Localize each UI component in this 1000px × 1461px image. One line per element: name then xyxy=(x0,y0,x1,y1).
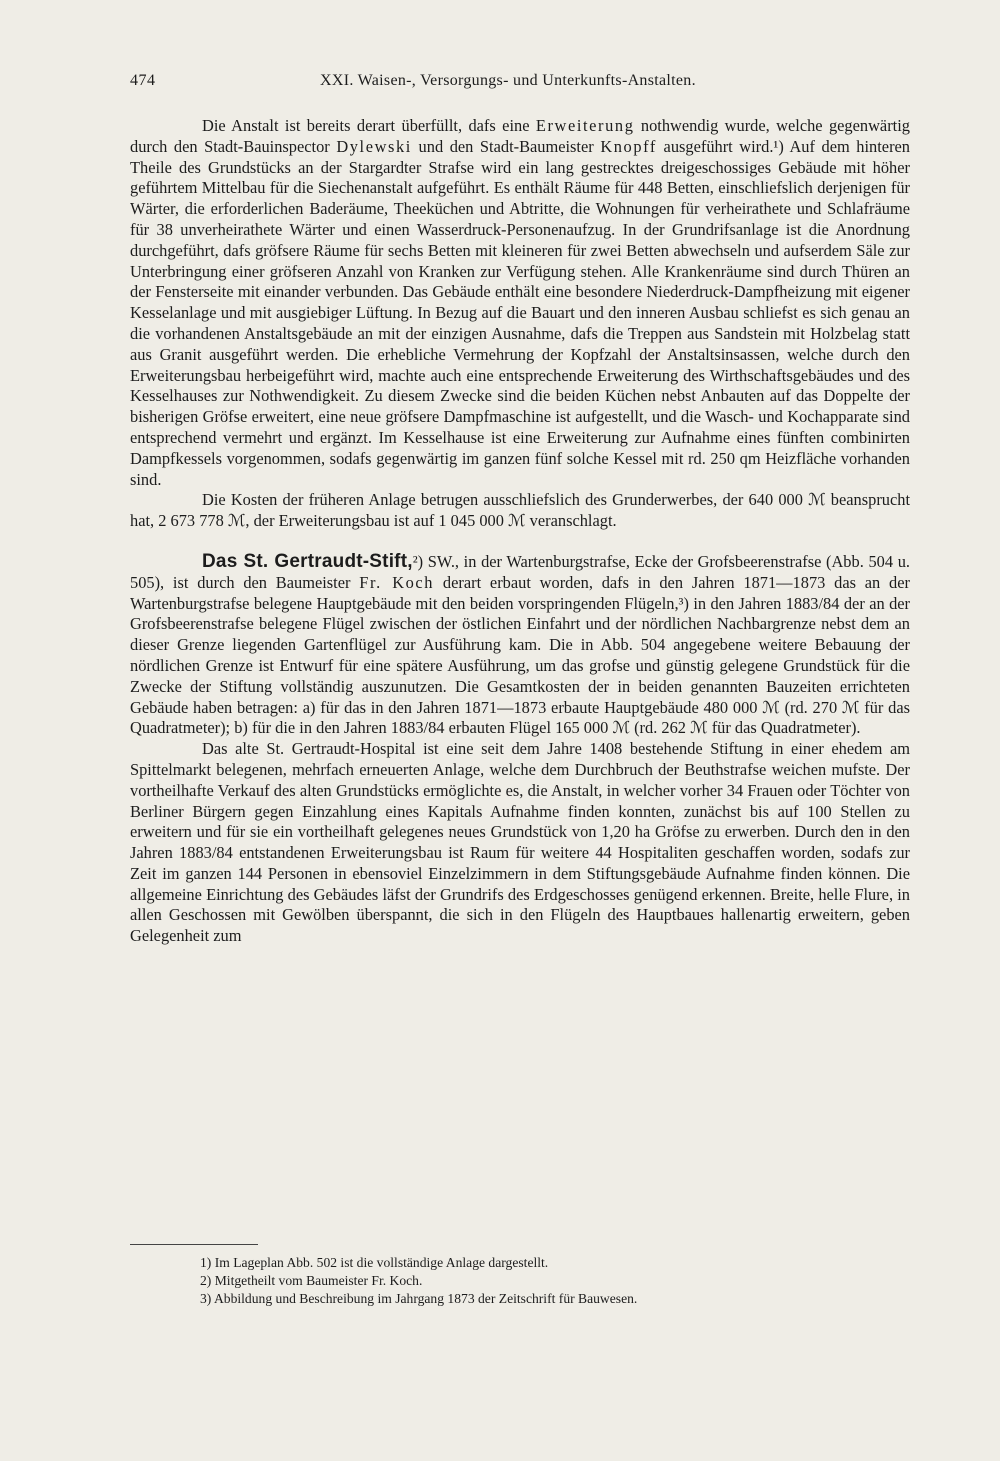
running-title: XXI. Waisen-, Versorgungs- und Unterkunfts-Anstalten. xyxy=(320,72,696,89)
emphasis-fr-koch: Fr. Koch xyxy=(359,572,435,592)
paragraph-expansion xyxy=(130,116,910,490)
text-run: Die Anstalt ist bereits derart überfüllt, dafs eine xyxy=(202,116,530,135)
footnote-divider xyxy=(130,1244,258,1245)
section-heading: Das St. Gertraudt-Stift, xyxy=(202,550,413,572)
paragraph-costs: Die Kosten der früheren Anlage betrugen ausschliefslich des Grunderwerbes, der 640 000 ℳ beansprucht hat, 2 673 778 ℳ, der Erweiterungsbau ist auf 1 045 000 ℳ veranschlagt. xyxy=(130,490,910,531)
section-gap xyxy=(130,532,910,552)
emphasis-dylewski: Dylewski xyxy=(336,136,412,156)
footnote-2: 2) Mitgetheilt vom Baumeister Fr. Koch. xyxy=(200,1273,423,1288)
text-run: derart erbaut worden, dafs in den Jahren 1871—1873 das an der Wartenburgstrafse belegene Hauptgebäude mit den beiden vorspringenden Flügeln,³) in den Jahren 1883/84 der an der Grofsbeerenstrafse belegene Flügel zwischen der östlichen Einfahrt und der nördlichen Nachbargrenze nebst dem an dieser Grenze liegenden Gartenflügel zur Ausführung kam. Die in Abb. 504 angegebene weitere Bebauung der nördlichen Grenze ist Entwurf für eine spätere Ausführung, um das grofse und günstig gelegene Grundstück für die Zwecke der Stiftung vollständig auszunutzen. Die Gesamtkosten der in beiden genannten Bauzeiten errichteten Gebäude haben betragen: a) für das in den Jahren 1871—1873 erbaute Hauptgebäude 480 000 ℳ (rd. 270 ℳ für das Quadratmeter); b) für die in den Jahren 1883/84 erbauten Flügel 165 000 ℳ (rd. 262 ℳ für das Quadratmeter). xyxy=(130,572,910,738)
emphasis-knopff: Knopff xyxy=(600,136,657,156)
page-number: 474 xyxy=(130,72,156,89)
footnote-1: 1) Im Lageplan Abb. 502 ist die vollständige Anlage dargestellt. xyxy=(200,1255,549,1270)
text-run: ausgeführt wird.¹) Auf dem hinteren Theile des Grundstücks an der Stargardter Strafse wird ein lang gestrecktes dreigeschossiges Gebäude mit höher geführtem Mittelbau für die Siechenanstalt aufgeführt. Es enthält Räume für 448 Betten, einschliefslich derjenigen für Wärter, die erforderlichen Baderäume, Theeküchen und Abtritte, die Wohnungen für verheirathete und Schlafräume für 38 unverheirathete Wärter und einen Wasserdruck-Personenaufzug. In der Grundrifsanlage ist die Anordnung durchgeführt, dafs gröfsere Räume für sechs Betten mit kleineren für zwei Betten abwechseln und aufserdem Säle zur Unterbringung einer gröfseren Anzahl von Kranken zur Verfügung stehen. Alle Krankenräume sind durch Thüren an der Fensterseite mit einander verbunden. Das Gebäude enthält eine besondere Niederdruck-Dampfheizung mit eigener Kesselanlage und mit ausgiebiger Lüftung. In Bezug auf die Bauart und den inneren Ausbau schliefst es sich genau an die vorhandenen Anstaltsgebäude an mit der einzigen Ausnahme, dafs die Treppen aus Sandstein mit Holzbelag statt aus Granit ausgeführt werden. Die erhebliche Vermehrung der Kopfzahl der Anstaltsinsassen, welche durch den Erweiterungsbau herbeigeführt wird, machte auch eine entsprechende Erweiterung des Wirthschaftsgebäudes und des Kesselhauses zur Nothwendigkeit. Zu diesem Zwecke sind die beiden Küchen nebst Anbauten auf das Doppelte der bisherigen Gröfse erweitert, eine neue gröfsere Dampfmaschine ist aufgestellt, und die Wasch- und Kochapparate sind entsprechend vermehrt und ergänzt. Im Kesselhause ist eine Erweiterung zur Aufnahme eines fünften combinirten Dampfkessels vorgenommen, sodafs gegenwärtig im ganzen fünf solche Kessel mit rd. 250 qm Heizfläche vorhanden sind. xyxy=(130,136,911,489)
text-run: ²) SW., in der Wartenburgstrafse, Ecke der Grofsbeerenstrafse (Abb. 504 u. 505), ist durch den Baumeister xyxy=(130,551,910,592)
text-run: nothwendig wurde, welche gegenwärtig durch den Stadt-Bauinspector xyxy=(130,116,910,156)
paragraph-hospital-history: Das alte St. Gertraudt-Hospital ist eine seit dem Jahre 1408 bestehende Stiftung in einer ehedem am Spittelmarkt belegenen, mehrfach erneuerten Anlage, welche dem Durchbruch der Beuthstrafse weichen mufste. Der vortheilhafte Verkauf des alten Grundstücks ermöglichte es, die Anstalt, in welcher vorher 34 Frauen oder Töchter von Berliner Bürgern gegen Einzahlung eines Kapitals Aufnahme finden konnten, zunächst bis auf 100 Stellen zu erweitern und für sie ein vortheilhaft gelegenes neues Grundstück von 1,20 ha Gröfse zu erwerben. Durch den in den Jahren 1883/84 entstandenen Erweiterungsbau ist Raum für weitere 44 Hospitaliten geschaffen worden, sodafs zur Zeit im ganzen 144 Personen in ebensoviel Einzelzimmern in dem Stiftungsgebäude Aufnahme finden können. Die allgemeine Einrichtung des Gebäudes läfst der Grundrifs des Erdgeschosses genügend erkennen. Breite, helle Flure, in allen Geschossen mit Gewölben überspannt, die sich in den Flügeln des Hauptbaues hallenartig erweitern, geben Gelegenheit zum xyxy=(130,739,910,946)
emphasis-erweiterung: Erweiterung xyxy=(535,116,635,135)
paragraph-gertraudt-stift xyxy=(130,552,910,739)
text-run: und den Stadt-Baumeister xyxy=(418,136,594,156)
body-text xyxy=(130,116,910,947)
page-header xyxy=(130,72,910,102)
footnote-3: 3) Abbildung und Beschreibung im Jahrgang 1873 der Zeitschrift für Bauwesen. xyxy=(200,1291,638,1306)
footnotes xyxy=(200,1254,900,1308)
